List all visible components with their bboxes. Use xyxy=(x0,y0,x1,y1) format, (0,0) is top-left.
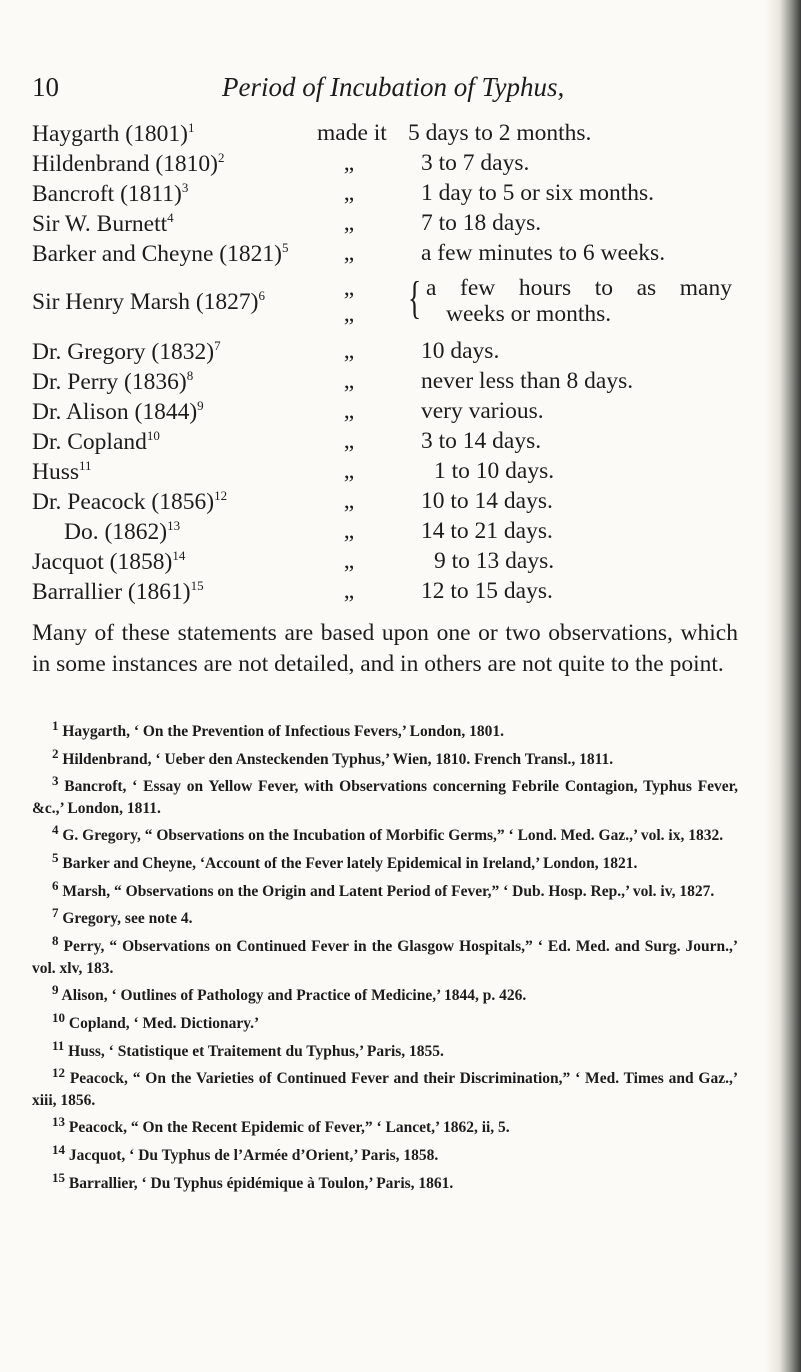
brace-mark: { xyxy=(408,272,422,323)
author-name: Sir W. Burnett xyxy=(32,210,168,237)
footnote: $^1$ Haygarth, ‘ On the Prevention of Infectious Fevers,’ London, 1801. xyxy=(52,718,504,741)
ditto-mark: „ xyxy=(343,548,355,574)
author-name: Hildenbrand (1810) xyxy=(32,150,218,177)
made-it-label: made it xyxy=(317,120,387,146)
author-name: Dr. Perry (1836) xyxy=(32,368,187,395)
footnote: $^5$ Barker and Cheyne, ‘Account of the Fever lately Epidemical in Ireland,’ London, 1821. xyxy=(52,850,638,873)
author-name: Dr. Gregory (1832) xyxy=(32,338,215,365)
footnote: $^{15}$ Barrallier, ‘ Du Typhus épidémique à Toulon,’ Paris, 1861. xyxy=(52,1169,454,1192)
period-value: 9 to 13 days. xyxy=(434,548,555,574)
footnote: $^9$ Alison, ‘ Outlines of Pathology and Practice of Medicine,’ 1844, p. 426. xyxy=(52,982,527,1005)
period-value: 14 to 21 days. xyxy=(421,518,553,544)
footnote-ref: 15 xyxy=(190,578,204,593)
period-value: 3 to 7 days. xyxy=(421,150,530,176)
ditto-mark: „ xyxy=(343,150,355,176)
footnote: $^4$ G. Gregory, “ Observations on the Incubation of Morbific Germs,” ‘ Lond. Med. Gaz.,’ vol. ix, 1832. xyxy=(52,822,724,845)
period-value: very various. xyxy=(421,398,544,424)
body-paragraph: Many of these statements are based upon one or two observations, which in some instances are not detailed, and in others are not quite to the point. xyxy=(32,619,738,677)
ditto-mark: „ xyxy=(343,210,355,236)
footnote-ref: 7 xyxy=(214,338,221,353)
footnote-ref: 14 xyxy=(172,548,186,563)
ditto-mark: „ xyxy=(343,275,355,301)
footnote: $^2$ Hildenbrand, ‘ Ueber den Ansteckenden Typhus,’ Wien, 1810. French Transl., 1811. xyxy=(52,745,614,768)
period-value: 1 day to 5 or six months. xyxy=(421,180,655,206)
running-title: Period of Incubation of Typhus, xyxy=(222,72,565,102)
footnote-ref: 8 xyxy=(186,368,194,383)
page-edge-shadow xyxy=(765,0,801,1372)
period-value: 1 to 10 days. xyxy=(434,458,555,484)
footnote: $^{12}$ Peacock, “ On the Varieties of Continued Fever and their Discrimination,” ‘ Med. Times and Gaz.,’ xiii, 1856. xyxy=(32,1065,738,1109)
period-value: 5 days to 2 months. xyxy=(408,120,592,146)
ditto-mark: „ xyxy=(343,180,355,206)
footnote-ref: 10 xyxy=(146,428,160,443)
author-name: Do. (1862) xyxy=(64,518,168,545)
period-value: 12 to 15 days. xyxy=(421,578,553,604)
ditto-mark: „ xyxy=(343,398,355,424)
author-name: Dr. Peacock (1856) xyxy=(32,488,215,515)
footnote: $^6$ Marsh, “ Observations on the Origin and Latent Period of Fever,” ‘ Dub. Hosp. Rep.,’ vol. iv, 1827. xyxy=(52,877,715,900)
author-name: Bancroft (1811) xyxy=(32,180,182,207)
ditto-mark: „ xyxy=(343,240,355,266)
ditto-mark: „ xyxy=(343,488,355,514)
period-value: a few minutes to 6 weeks. xyxy=(421,240,666,266)
footnote-ref: 1 xyxy=(187,120,195,135)
period-value: 7 to 18 days. xyxy=(421,210,542,236)
ditto-mark: „ xyxy=(343,338,355,364)
footnote-ref: 9 xyxy=(197,398,204,413)
footnote-ref: 12 xyxy=(214,488,228,503)
footnote: $^{14}$ Jacquot, ‘ Du Typhus de l’Armée d’Orient,’ Paris, 1858. xyxy=(52,1142,439,1165)
ditto-mark: „ xyxy=(343,301,355,327)
footnote-ref: 13 xyxy=(167,518,181,533)
ditto-mark: „ xyxy=(343,458,355,484)
footnote: $^{11}$ Huss, ‘ Statistique et Traitement du Typhus,’ Paris, 1855. xyxy=(52,1037,444,1060)
footnotes xyxy=(32,715,738,1194)
period-value: 3 to 14 days. xyxy=(421,428,542,454)
period-value: 10 days. xyxy=(421,338,500,364)
author-name: Huss xyxy=(32,458,80,485)
author-name: Barrallier (1861) xyxy=(32,578,191,605)
footnote-ref: 2 xyxy=(218,150,225,165)
period-value: weeks or months. xyxy=(446,301,612,327)
author-name: Dr. Copland xyxy=(32,428,147,455)
period-value: never less than 8 days. xyxy=(421,368,634,394)
ditto-mark: „ xyxy=(343,518,355,544)
footnote-ref: 3 xyxy=(181,180,189,195)
footnote-ref: 6 xyxy=(258,288,265,303)
footnote: $^7$ Gregory, see note 4. xyxy=(52,905,193,928)
footnote: $^{13}$ Peacock, “ On the Recent Epidemic of Fever,” ‘ Lancet,’ 1862, ii, 5. xyxy=(52,1114,510,1137)
period-value: a few hours to as many xyxy=(426,275,732,301)
footnote: $^{10}$ Copland, ‘ Med. Dictionary.’ xyxy=(52,1009,260,1033)
footnote-ref: 11 xyxy=(79,458,92,473)
author-name: Jacquot (1858) xyxy=(32,548,173,575)
author-name: Dr. Alison (1844) xyxy=(32,398,198,425)
ditto-mark: „ xyxy=(343,428,355,454)
author-name: Sir Henry Marsh (1827) xyxy=(32,288,259,315)
period-value: 10 to 14 days. xyxy=(421,488,553,514)
footnote-ref: 4 xyxy=(167,210,174,225)
ditto-mark: „ xyxy=(343,578,355,604)
page-number: 10 xyxy=(32,72,59,102)
footnote: $^3$ Bancroft, ‘ Essay on Yellow Fever, with Observations concerning Febrile Contagion, Typhus Fever, &c.,’ London, 1811. xyxy=(32,773,739,817)
author-name: Haygarth (1801) xyxy=(32,120,188,147)
footnote: $^8$ Perry, “ Observations on Continued Fever in the Glasgow Hospitals,” ‘ Ed. Med. and Surg. Journ.,’ vol. xlv, 183. xyxy=(32,933,738,977)
footnote-ref: 5 xyxy=(281,240,289,255)
ditto-mark: „ xyxy=(343,368,355,394)
author-name: Barker and Cheyne (1821) xyxy=(32,240,282,267)
